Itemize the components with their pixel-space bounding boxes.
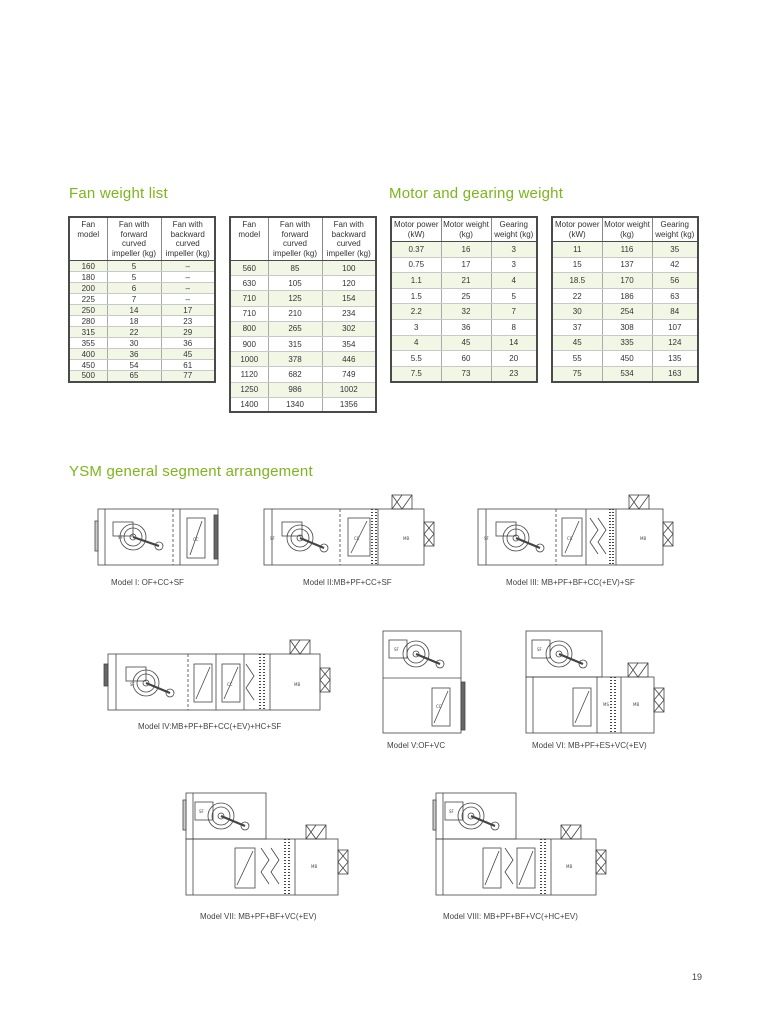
table-row (391, 304, 537, 320)
model-5-diagram (380, 628, 472, 736)
table-cell: 84 (652, 304, 698, 320)
table-row (230, 261, 376, 276)
table-row (391, 366, 537, 382)
column-header: Motor weight (kg) (602, 217, 652, 242)
table-cell: 5 (107, 272, 161, 283)
table-row (391, 319, 537, 335)
model-8-caption: Model VIII: MB+PF+BF+VC(+HC+EV) (443, 912, 578, 921)
table-cell: – (161, 283, 215, 294)
column-header: Fan model (230, 217, 268, 261)
table-cell: 400 (69, 349, 107, 360)
table-row (552, 351, 698, 367)
table-row (69, 305, 215, 316)
table-cell: 105 (268, 276, 322, 291)
column-header: Gearing weight (kg) (652, 217, 698, 242)
model-5-caption: Model V:OF+VC (387, 741, 446, 750)
table-cell: 1000 (230, 352, 268, 367)
table-cell: 225 (69, 294, 107, 305)
table-cell: 450 (602, 351, 652, 367)
model-4-caption: Model IV:MB+PF+BF+CC(+EV)+HC+SF (138, 722, 282, 731)
sf-label: SF (484, 536, 489, 541)
table-cell: 534 (602, 366, 652, 382)
sf-label: SF (394, 647, 399, 652)
model-1-diagram (95, 505, 225, 570)
mb-label: MB (566, 864, 573, 869)
table-cell: 4 (491, 273, 537, 289)
table-cell: 186 (602, 288, 652, 304)
table-row (230, 291, 376, 306)
table-cell: 335 (602, 335, 652, 351)
table-cell: 3 (491, 242, 537, 258)
mb-label: MB (403, 536, 410, 541)
table-cell: 30 (552, 304, 602, 320)
column-header: Fan model (69, 217, 107, 261)
table-row (230, 306, 376, 321)
table-cell: 137 (602, 257, 652, 273)
table-row (391, 273, 537, 289)
table-cell: 450 (69, 360, 107, 371)
table-row (552, 242, 698, 258)
table-cell: 124 (652, 335, 698, 351)
table-row (391, 351, 537, 367)
table-cell: 280 (69, 316, 107, 327)
mb-label: MB (294, 682, 301, 687)
table-cell: 75 (552, 366, 602, 382)
table-row (391, 288, 537, 304)
table-cell: 1002 (322, 382, 376, 397)
fan-weight-heading: Fan weight list (69, 185, 168, 202)
table-cell: 17 (441, 257, 491, 273)
sf-label: SF (118, 535, 123, 540)
table-row (69, 338, 215, 349)
table-cell: 630 (230, 276, 268, 291)
table-row (230, 352, 376, 367)
table-cell: 265 (268, 321, 322, 336)
table-cell: 1120 (230, 367, 268, 382)
table-cell: 60 (441, 351, 491, 367)
sf-label: SF (199, 809, 204, 814)
table-row (230, 336, 376, 351)
table-cell: 7.5 (391, 366, 441, 382)
table-cell: 200 (69, 283, 107, 294)
table-row (230, 397, 376, 412)
table-cell: 1250 (230, 382, 268, 397)
table-cell: 446 (322, 352, 376, 367)
table-cell: 800 (230, 321, 268, 336)
table-cell: 0.75 (391, 257, 441, 273)
table-cell: 22 (107, 327, 161, 338)
table-cell: 986 (268, 382, 322, 397)
cc-label: CC (567, 536, 573, 541)
table-cell: 73 (441, 366, 491, 382)
table-cell: 100 (322, 261, 376, 276)
table-row (552, 304, 698, 320)
column-header: Fan with forward curved impeller (kg) (268, 217, 322, 261)
table-row (230, 382, 376, 397)
table-cell: 11 (552, 242, 602, 258)
table-cell: 14 (107, 305, 161, 316)
fan-weight-table-1 (68, 216, 216, 383)
model-2-caption: Model II:MB+PF+CC+SF (303, 578, 392, 587)
table-cell: 32 (441, 304, 491, 320)
table-cell: 63 (652, 288, 698, 304)
page-number: 19 (691, 972, 702, 982)
table-cell: 5 (491, 288, 537, 304)
table-row (69, 261, 215, 272)
table-cell: 749 (322, 367, 376, 382)
table-cell: 29 (161, 327, 215, 338)
table-cell: 308 (602, 319, 652, 335)
table-cell: 710 (230, 291, 268, 306)
column-header: Gearing weight (kg) (491, 217, 537, 242)
model-3-caption: Model III: MB+PF+BF+CC(+EV)+SF (506, 578, 635, 587)
sf-label: SF (449, 809, 454, 814)
table-row (69, 316, 215, 327)
table-cell: 163 (652, 366, 698, 382)
table-cell: 1400 (230, 397, 268, 412)
table-row (69, 272, 215, 283)
table-cell: 16 (441, 242, 491, 258)
table-cell: – (161, 261, 215, 272)
table-cell: 18.5 (552, 273, 602, 289)
motor-weight-heading: Motor and gearing weight (389, 185, 564, 202)
table-cell: 1.5 (391, 288, 441, 304)
table-cell: 8 (491, 319, 537, 335)
table-cell: 354 (322, 336, 376, 351)
table-cell: 355 (69, 338, 107, 349)
table-cell: 14 (491, 335, 537, 351)
model-8-diagram (433, 790, 613, 898)
table-cell: 45 (552, 335, 602, 351)
table-cell: 125 (268, 291, 322, 306)
table-cell: 6 (107, 283, 161, 294)
table-row (230, 276, 376, 291)
table-row (69, 294, 215, 305)
table-cell: 1356 (322, 397, 376, 412)
table-cell: 25 (441, 288, 491, 304)
table-cell: 56 (652, 273, 698, 289)
table-cell: 302 (322, 321, 376, 336)
table-row (391, 257, 537, 273)
table-row (69, 283, 215, 294)
table-row (69, 349, 215, 360)
cc-label: CC (354, 536, 360, 541)
model-7-caption: Model VII: MB+PF+BF+VC(+EV) (200, 912, 317, 921)
table-cell: 36 (107, 349, 161, 360)
column-header: Fan with backward curved impeller (kg) (161, 217, 215, 261)
table-cell: 682 (268, 367, 322, 382)
table-cell: 23 (491, 366, 537, 382)
model-6-diagram (523, 628, 678, 736)
table-cell: 180 (69, 272, 107, 283)
table-cell: 36 (161, 338, 215, 349)
fan-weight-table-2 (229, 216, 377, 413)
table-cell: 45 (161, 349, 215, 360)
table-cell: 120 (322, 276, 376, 291)
cc-label: CC (227, 682, 233, 687)
table-cell: 315 (69, 327, 107, 338)
table-cell: 2.2 (391, 304, 441, 320)
cc-label: CC (193, 537, 199, 542)
table-row (552, 335, 698, 351)
table-cell: 5 (107, 261, 161, 272)
table-cell: 135 (652, 351, 698, 367)
model-4-diagram (104, 634, 339, 714)
table-cell: 107 (652, 319, 698, 335)
table-cell: 1340 (268, 397, 322, 412)
table-cell: 21 (441, 273, 491, 289)
table-row (552, 257, 698, 273)
table-header-row (552, 217, 698, 242)
table-cell: 710 (230, 306, 268, 321)
table-header-row (69, 217, 215, 261)
ms-label: MS (603, 702, 609, 707)
table-row (391, 335, 537, 351)
motor-weight-table-2 (551, 216, 699, 383)
cc-label: CC (436, 704, 442, 709)
table-cell: 210 (268, 306, 322, 321)
column-header: Motor power (kW) (552, 217, 602, 242)
table-row (69, 371, 215, 382)
model-7-diagram (183, 790, 358, 898)
mb-label: MB (311, 864, 318, 869)
table-cell: 250 (69, 305, 107, 316)
table-cell: 20 (491, 351, 537, 367)
column-header: Fan with forward curved impeller (kg) (107, 217, 161, 261)
table-cell: 61 (161, 360, 215, 371)
table-cell: 500 (69, 371, 107, 382)
model-1-caption: Model I: OF+CC+SF (111, 578, 184, 587)
sf-label: SF (130, 682, 135, 687)
table-cell: 3 (491, 257, 537, 273)
table-cell: 22 (552, 288, 602, 304)
table-header-row (230, 217, 376, 261)
table-cell: 1.1 (391, 273, 441, 289)
table-cell: 77 (161, 371, 215, 382)
table-cell: 560 (230, 261, 268, 276)
table-row (230, 321, 376, 336)
model-6-caption: Model VI: MB+PF+ES+VC(+EV) (532, 741, 647, 750)
table-cell: 160 (69, 261, 107, 272)
table-cell: 154 (322, 291, 376, 306)
table-cell: – (161, 272, 215, 283)
table-cell: 116 (602, 242, 652, 258)
table-cell: 254 (602, 304, 652, 320)
table-cell: 37 (552, 319, 602, 335)
table-cell: 234 (322, 306, 376, 321)
mb-label: MB (633, 702, 640, 707)
table-cell: 36 (441, 319, 491, 335)
mb-label: MB (640, 536, 647, 541)
table-row (69, 327, 215, 338)
table-cell: 378 (268, 352, 322, 367)
table-cell: 315 (268, 336, 322, 351)
table-cell: 7 (491, 304, 537, 320)
table-cell: 3 (391, 319, 441, 335)
table-cell: 55 (552, 351, 602, 367)
column-header: Motor weight (kg) (441, 217, 491, 242)
table-cell: 0.37 (391, 242, 441, 258)
motor-weight-table-1 (390, 216, 538, 383)
table-cell: 65 (107, 371, 161, 382)
segment-arrangement-heading: YSM general segment arrangement (69, 463, 313, 480)
model-3-diagram (474, 492, 684, 570)
sf-label: SF (270, 536, 275, 541)
table-cell: 23 (161, 316, 215, 327)
column-header: Motor power (kW) (391, 217, 441, 242)
table-row (69, 360, 215, 371)
table-cell: 900 (230, 336, 268, 351)
table-row (552, 288, 698, 304)
table-cell: 4 (391, 335, 441, 351)
table-cell: 54 (107, 360, 161, 371)
sf-label: SF (537, 647, 542, 652)
table-cell: 15 (552, 257, 602, 273)
table-cell: 17 (161, 305, 215, 316)
table-row (230, 367, 376, 382)
table-header-row (391, 217, 537, 242)
table-cell: – (161, 294, 215, 305)
table-cell: 5.5 (391, 351, 441, 367)
table-cell: 85 (268, 261, 322, 276)
model-2-diagram (260, 492, 440, 570)
table-cell: 42 (652, 257, 698, 273)
table-cell: 7 (107, 294, 161, 305)
table-row (552, 273, 698, 289)
table-cell: 170 (602, 273, 652, 289)
table-cell: 35 (652, 242, 698, 258)
table-row (391, 242, 537, 258)
table-cell: 30 (107, 338, 161, 349)
table-cell: 45 (441, 335, 491, 351)
column-header: Fan with backward curved impeller (kg) (322, 217, 376, 261)
table-row (552, 319, 698, 335)
table-cell: 18 (107, 316, 161, 327)
table-row (552, 366, 698, 382)
